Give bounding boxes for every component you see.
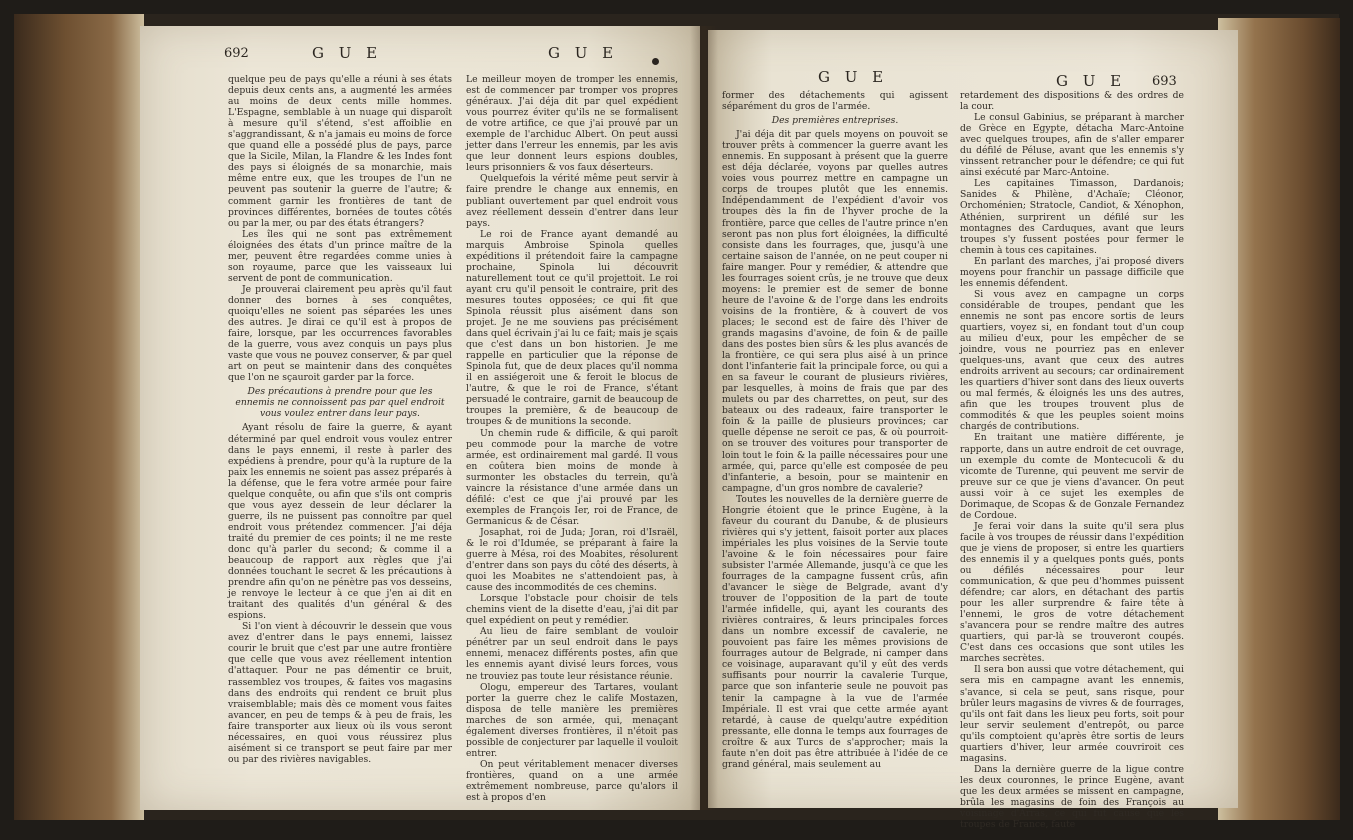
paragraph: Dans la dernière guerre de la ligue contre les deux couronnes, le prince Eugène, avant que les deux armées se missent en campagne, brûla les magasins de foin des François au voisinage d'Arras, ce qui fut cause que les troupes de France, faute	[960, 763, 1184, 831]
paragraph: Les îles qui ne sont pas extrêmement éloignées des états d'un prince maître de la mer, peuvent être regardées comme unies à son royaume, parce que les vaisseaux lui servent de pont de communication.	[228, 228, 452, 284]
page-number-left: 692	[224, 46, 249, 61]
paragraph: Le meilleur moyen de tromper les ennemis, est de commencer par tromper vos propres généraux. J'ai déja dit par quel expédient vous pourrez éviter qu'ils ne se formalisent de votre artifice, ce que j'ai prouvé par un exemple de l'archiduc Albert. On peut aussi jetter dans l'erreur les ennemis, par les avis que leur donnent leurs espions doubles, leurs prisonniers & vos faux déserteurs.	[466, 74, 678, 174]
paragraph: Quelquefois la vérité même peut servir à faire prendre le change aux ennemis, en publiant ouvertement par quel endroit vous avez réellement dessein d'entrer dans leur pays.	[466, 173, 678, 229]
paragraph: Il sera bon aussi que votre détachement, qui sera mis en campagne avant les ennemis, s'avance, si cela se peut, sans risque, pour brûler leurs magasins de vivres & de fourrages, qu'ils ont fait dans les lieux peu forts, soit pour leur servir seulement d'entrepôt, ou parce qu'ils comptoient qu'après être sortis de leurs quartiers d'hiver, leur armée couvriroit ces magasins.	[960, 664, 1184, 764]
paragraph: Le consul Gabinius, se préparant à marcher de Grèce en Egypte, détacha Marc-Antoine avec quelques troupes, afin de s'aller emparer du défilé de Péluse, avant que les ennemis s'y vinssent retrancher pour le défendre; ce qui fut ainsi exécuté par Marc-Antoine.	[960, 112, 1184, 179]
running-head: G U E	[818, 68, 889, 86]
paragraph: Au lieu de faire semblant de vouloir pénétrer par un seul endroit dans le pays ennemi, menacez différents postes, afin que les ennemis ayant divisé leurs forces, vous ne trouviez pas toute leur résistance réunie.	[466, 626, 678, 682]
paragraph: quelque peu de pays qu'elle a réuni à ses états depuis deux cents ans, a augmenté les armées au moins de deux cents mille hommes. L'Espagne, semblable à un nuage qui disparoît à mesure qu'il s'étend, s'est affoiblie en s'aggrandissant, & n'a jamais eu moins de force que quand elle a possédé plus de pays, parce que la Sicile, Milan, la Flandre & les Indes font des pays si éloignés de sa monarchie, mais même entre eux, que les troupes de l'un ne peuvent pas soutenir la guerre de l'autre; & comment garnir les frontières de tant de provinces différentes, bornées de toutes côtés ou par la mer, ou par des états étrangers?	[228, 74, 452, 229]
paragraph: retardement des dispositions & des ordres de la cour.	[960, 90, 1184, 113]
paragraph: Les capitaines Timasson, Dardanois; Sanides & Philène, d'Achaïe; Cléonor, Orchoménien; Stratocle, Candiot, & Xénophon, Athénien, surprirent un défilé sur les montagnes des Carduques, avant que leurs troupes s'y fussent postées pour fermer le chemin à tous ces capitaines.	[960, 178, 1184, 256]
paragraph: En parlant des marches, j'ai proposé divers moyens pour franchir un passage difficile que les ennemis défendent.	[960, 255, 1184, 289]
text-column-left-1	[228, 74, 452, 786]
running-head: G U E	[312, 44, 383, 62]
text-column-left-2	[466, 74, 678, 804]
paragraph: Ologu, empereur des Tartares, voulant porter la guerre chez le calife Mostazen, disposa de telle manière les premières marches de son armée, qui, menaçant également diverses frontières, il n'étoit pas possible de conjecturer par laquelle il vouloit entrer.	[466, 681, 678, 759]
text-column-right-1	[722, 90, 948, 790]
paragraph: Le roi de France ayant demandé au marquis Ambroise Spinola quelles expéditions il prétendoit faire la campagne prochaine, Spinola lui découvrit naturellement tout ce qu'il projettoit. Le roi ayant cru qu'il pensoit le contraire, prit des mesures toutes opposées; ce qui fit que Spinola réussit plus aisément dans son projet. Je ne me souviens pas précisément dans quel écrivain j'ai lu ce fait; mais je sçais que c'est dans un bon historien. Je me rappelle en particulier que la réponse de Spinola fut, que de deux places qu'il nomma il en assiégeroit une & feroit le blocus de l'autre, & que le roi de France, s'étant persuadé le contraire, garnit de beaucoup de troupes la première, & de beaucoup de troupes & de munitions la seconde.	[466, 228, 678, 428]
page-number-right: 693	[1152, 74, 1177, 89]
page-stack-left	[14, 14, 144, 820]
paragraph: Un chemin rude & difficile, & qui paroît peu commode pour la marche de votre armée, est ordinairement mal gardé. Il vous en coûtera bien moins de monde à surmonter les obstacles du terrein, qu'à vaincre la résistance d'une armée dans un défilé: c'est ce que j'ai prouvé par les exemples de François Ier, roi de France, de Germanicus & de César.	[466, 427, 678, 527]
running-head: G U E	[548, 44, 619, 62]
paragraph: On peut véritablement menacer diverses frontières, quand on a une armée extrêmement nombreuse, parce qu'alors il est à propos d'en	[466, 758, 678, 804]
paragraph: Je ferai voir dans la suite qu'il sera plus facile à vos troupes de réussir dans l'expédition que je viens de proposer, si entre les quartiers des ennemis il y a quelques ponts gués, ponts ou défilés nécessaires pour leur communication, & que peu d'hommes puissent défendre; car alors, en détachant des partis pour les aller surprendre & faire tête à l'ennemi, le gros de votre détachement s'avancera pour se rendre maître des autres quartiers, qui par-là se trouveront coupés. C'est dans ces occasions que sont utiles les marches secrètes.	[960, 520, 1184, 665]
text-column-right-2	[960, 90, 1184, 831]
running-head: G U E	[1056, 72, 1127, 90]
paragraph: Si l'on vient à découvrir le dessein que vous avez d'entrer dans le pays ennemi, laissez courir le bruit que c'est par une autre frontière que celle que vous avez réellement intention d'attaquer. Pour ne pas démentir ce bruit, rassemblez vos troupes, & faites vos magasins dans des endroits qui rendent ce bruit plus vraisemblable; mais dès ce moment vous faites avancer, en peu de temps & à peu de frais, les faire transporter aux lieux où ils vous seront nécessaires, en quoi vous réussirez plus aisément si ce transport se peut faire par mer ou par des rivières navigables.	[228, 621, 452, 765]
paragraph: Ayant résolu de faire la guerre, & ayant déterminé par quel endroit vous voulez entrer dans le pays ennemi, il reste à parler des expédiens à prendre, pour qu'à la rupture de la paix les ennemis ne soient pas assez préparés à la défense, que le fera votre armée pour faire quelque conquête, ou afin que s'ils ont compris que vous ayez dessein de leur déclarer la guerre, ils ne puissent pas connoître par quel endroit vous prétendez commencer. J'ai déja traité du premier de ces points; il ne me reste donc qu'à parler du second; & comme il a beaucoup de rapport aux règles que j'ai données touchant le secret & les précautions à prendre afin qu'on ne pénètre pas vos desseins, je renvoye le lecteur à ce que j'en ai dit en traitant des qualités d'un général & des espions.	[228, 422, 452, 622]
paragraph: Je prouverai clairement peu après qu'il faut donner des bornes à ses conquêtes, quoiqu'elles ne soient pas séparées les unes des autres. Je dirai ce qu'il est à propos de faire, lorsque, par les occurrences favorables de la guerre, vous avez conquis un pays plus vaste que vous ne pouvez conserver, & par quel art on peut se maintenir dans des conquêtes que l'on ne sçauroit garder par la force.	[228, 283, 452, 384]
paragraph: Toutes les nouvelles de la dernière guerre de Hongrie étoient que le prince Eugène, à la faveur du courant du Danube, & de plusieurs rivières qui s'y jettent, faisoit porter aux places impériales les plus voisines de la Servie toute l'avoine & le foin nécessaires pour faire subsister l'armée Allemande, jusqu'à ce que les fourrages de la campagne fussent crûs, afin d'avancer le siège de Belgrade, avant d'y trouver de l'opposition de la part de toute l'armée infidelle, qui, ayant les courants des rivières contraires, & leurs principales forces dans un nombre excessif de cavalerie, ne pouvoient pas faire les mêmes provisions de fourrages autour de Belgrade, ni camper dans ce voisinage, auparavant qu'il y eût des verds suffisants pour nourrir la cavalerie Turque, parce que son infanterie seule ne pouvoit pas tenir la campagne à la vue de l'armée Impériale. Il est vrai que cette armée ayant retardé, à cause de quelqu'autre expédition pressante, elle donna le temps aux fourrages de croître & aux Turcs de s'approcher; mais la faute n'en doit pas être attribuée à l'idée de ce grand général, mais seulement au	[722, 493, 948, 770]
paragraph: former des détachements qui agissent séparément du gros de l'armée.	[722, 90, 948, 113]
book-gutter	[690, 26, 718, 810]
ink-blot	[652, 58, 659, 65]
section-heading: Des premières entreprises.	[771, 115, 899, 127]
section-heading: Des précautions à prendre pour que les ennemis ne connoissent pas par quel endroit vous voulez entrer dans leur pays.	[235, 386, 445, 420]
paragraph: Si vous avez en campagne un corps considérable de troupes, pendant que les ennemis ne sont pas encore sortis de leurs quartiers, voyez si, en fondant tout d'un coup au milieu d'eux, pour les empêcher de se joindre, vous ne pourriez pas en enlever quelques-uns, avant que ceux des autres endroits arrivent au secours; car ordinairement les quartiers d'hiver sont dans des lieux ouverts ou mal fermés, & éloignés les uns des autres, afin que les troupes trouvent plus de commodités & que les peuples soient moins chargés de contributions.	[960, 288, 1184, 433]
paragraph: En traitant une matière différente, je rapporte, dans un autre endroit de cet ouvrage, un exemple du comte de Montecucoli & du vicomte de Turenne, qui peuvent me servir de preuve sur ce que je viens d'avancer. On peut aussi voir à ce sujet les exemples de Dorimaque, de Scopas & de Gonzale Fernandez de Cordoue.	[960, 432, 1184, 521]
paragraph: J'ai déja dit par quels moyens on pouvoit se trouver prêts à commencer la guerre avant les ennemis. En supposant à présent que la guerre est déja déclarée, voyons par quelles autres voies vous pourrez mettre en campagne un corps de troupes plutôt que les ennemis. Indépendamment de l'expédient d'avoir vos troupes dès la fin de l'hyver proche de la frontière, parce que celles de l'autre prince n'en seront pas non plus fort éloignées, la difficulté consiste dans les fourrages, que, jusqu'à une certaine saison de l'année, on ne peut couper ni faire manger. Pour y remédier, & attendre que les fourrages soient crûs, je ne trouve que deux moyens: le premier est de semer de bonne heure de l'avoine & de l'orge dans les endroits voisins de la frontière, & à couvert de vos places; le second est de faire dès l'hiver de grands magasins d'avoine, de foin & de paille dans des postes bien sûrs & les plus avancés de la frontière, ce qui sera plus aisé à un prince dont l'infanterie fait la principale force, ou qui a en sa faveur le courant de plusieurs rivières, par lesquelles, à moins de frais que par des mulets ou par des charrettes, on peut, sur des bateaux ou des radeaux, faire transporter le foin & la paille de plusieurs provinces; car quelle dépense ne seroit ce pas, & où pourroit-on se trouver des voitures pour transporter de loin tout le foin & la paille nécessaires pour une armée, qui, parce qu'elle est composée de peu d'infanterie, a besoin, pour se maintenir en campagne, d'un gros nombre de cavalerie?	[722, 129, 948, 494]
paragraph: Josaphat, roi de Juda; Joran, roi d'Israël, & le roi d'Idumée, se préparant à faire la guerre à Mésa, roi des Moabites, résolurent d'entrer dans son pays du côté des déserts, à quoi les Moabites ne s'attendoient pas, à cause des incommodités de ces chemins.	[466, 526, 678, 594]
paragraph: Lorsque l'obstacle pour choisir de tels chemins vient de la disette d'eau, j'ai dit par quel expédient on peut y remédier.	[466, 593, 678, 627]
